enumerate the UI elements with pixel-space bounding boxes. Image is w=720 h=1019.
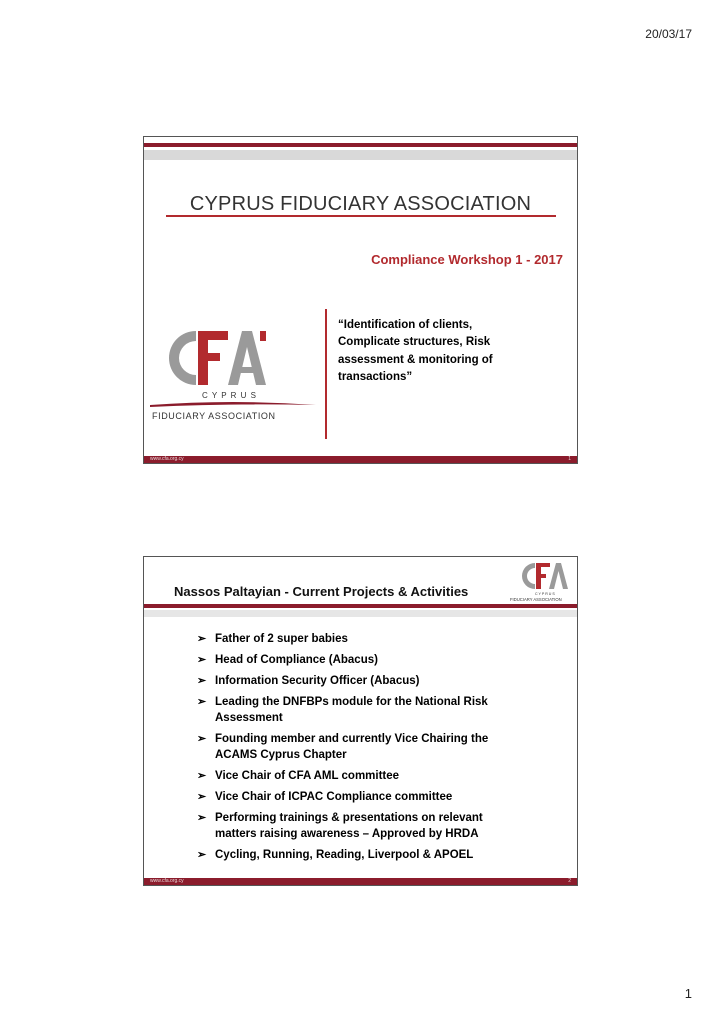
list-item: ➢ Leading the DNFBPs module for the National Risk Assessment <box>197 696 488 724</box>
list-item: ➢ Information Security Officer (Abacus) <box>197 675 420 687</box>
logo-swoosh <box>150 402 316 407</box>
arrow-bullet-icon: ➢ <box>197 849 207 861</box>
heading-accent-bar <box>144 604 577 608</box>
activities-list <box>197 631 527 868</box>
arrow-bullet-icon: ➢ <box>197 733 207 745</box>
arrow-bullet-icon: ➢ <box>197 696 207 708</box>
quote-line: Complicate structures, Risk <box>338 336 491 349</box>
footer-bar <box>144 456 577 463</box>
slide-heading: Nassos Paltayian - Current Projects & Activities <box>174 584 469 599</box>
quote-line: assessment & monitoring of <box>338 353 493 366</box>
title-underline <box>166 215 556 217</box>
arrow-bullet-icon: ➢ <box>197 791 207 803</box>
quote-block <box>338 317 538 386</box>
list-item: ➢ Father of 2 super babies <box>197 633 348 645</box>
logo-letter-c <box>522 563 535 589</box>
slide-2 <box>143 556 578 886</box>
logo-word-fiduciary: FIDUCIARY ASSOCIATION <box>152 411 276 421</box>
page-number: 1 <box>684 986 692 1001</box>
logo-word-cyprus: C Y P R U S <box>535 592 555 596</box>
header-grey-bar <box>144 150 577 160</box>
logo-letter-f-top <box>198 331 228 340</box>
logo-letter-a-bar <box>239 367 256 373</box>
list-item: ➢ Head of Compliance (Abacus) <box>197 654 378 666</box>
list-item: ➢ Vice Chair of ICPAC Compliance committee <box>197 791 453 803</box>
vertical-divider <box>325 309 327 439</box>
footer-bar <box>144 878 577 885</box>
quote-line: “Identification of clients, <box>338 319 473 331</box>
arrow-bullet-icon: ➢ <box>197 654 207 666</box>
cfa-logo-small <box>509 559 575 603</box>
logo-letter-f-mid <box>198 353 220 361</box>
workshop-subtitle: Compliance Workshop 1 - 2017 <box>371 252 563 267</box>
arrow-bullet-icon: ➢ <box>197 812 207 824</box>
slide-1 <box>143 136 578 464</box>
logo-accent <box>260 331 266 341</box>
arrow-bullet-icon: ➢ <box>197 633 207 645</box>
slide-number: 2 <box>568 878 571 884</box>
slide-number: 1 <box>568 456 571 462</box>
footer-url: www.cfa.org.cy <box>150 878 184 884</box>
arrow-bullet-icon: ➢ <box>197 770 207 782</box>
logo-letter-c <box>169 331 196 385</box>
list-item: ➢ Performing trainings & presentations on relevant matters raising awareness – Approved by HRDA <box>197 812 483 840</box>
cfa-logo <box>148 323 318 423</box>
header-accent-bar <box>144 143 577 147</box>
logo-word-fiduciary: FIDUCIARY ASSOCIATION <box>510 597 562 602</box>
print-date: 20/03/17 <box>645 27 692 41</box>
logo-word-cyprus: C Y P R U S <box>202 391 258 400</box>
arrow-bullet-icon: ➢ <box>197 675 207 687</box>
slide-title: CYPRUS FIDUCIARY ASSOCIATION <box>189 193 532 215</box>
logo-letter-f-mid <box>536 574 546 578</box>
footer-url: www.cfa.org.cy <box>150 456 184 462</box>
list-item: ➢ Vice Chair of CFA AML committee <box>197 770 400 782</box>
quote-line: transactions” <box>338 370 413 383</box>
list-item: ➢ Founding member and currently Vice Chairing the ACAMS Cyprus Chapter <box>197 733 489 761</box>
logo-letter-a <box>549 563 568 589</box>
list-item: ➢ Cycling, Running, Reading, Liverpool & APOEL <box>197 849 474 861</box>
logo-letter-f-top <box>536 563 550 567</box>
heading-grey-bar <box>144 610 577 617</box>
